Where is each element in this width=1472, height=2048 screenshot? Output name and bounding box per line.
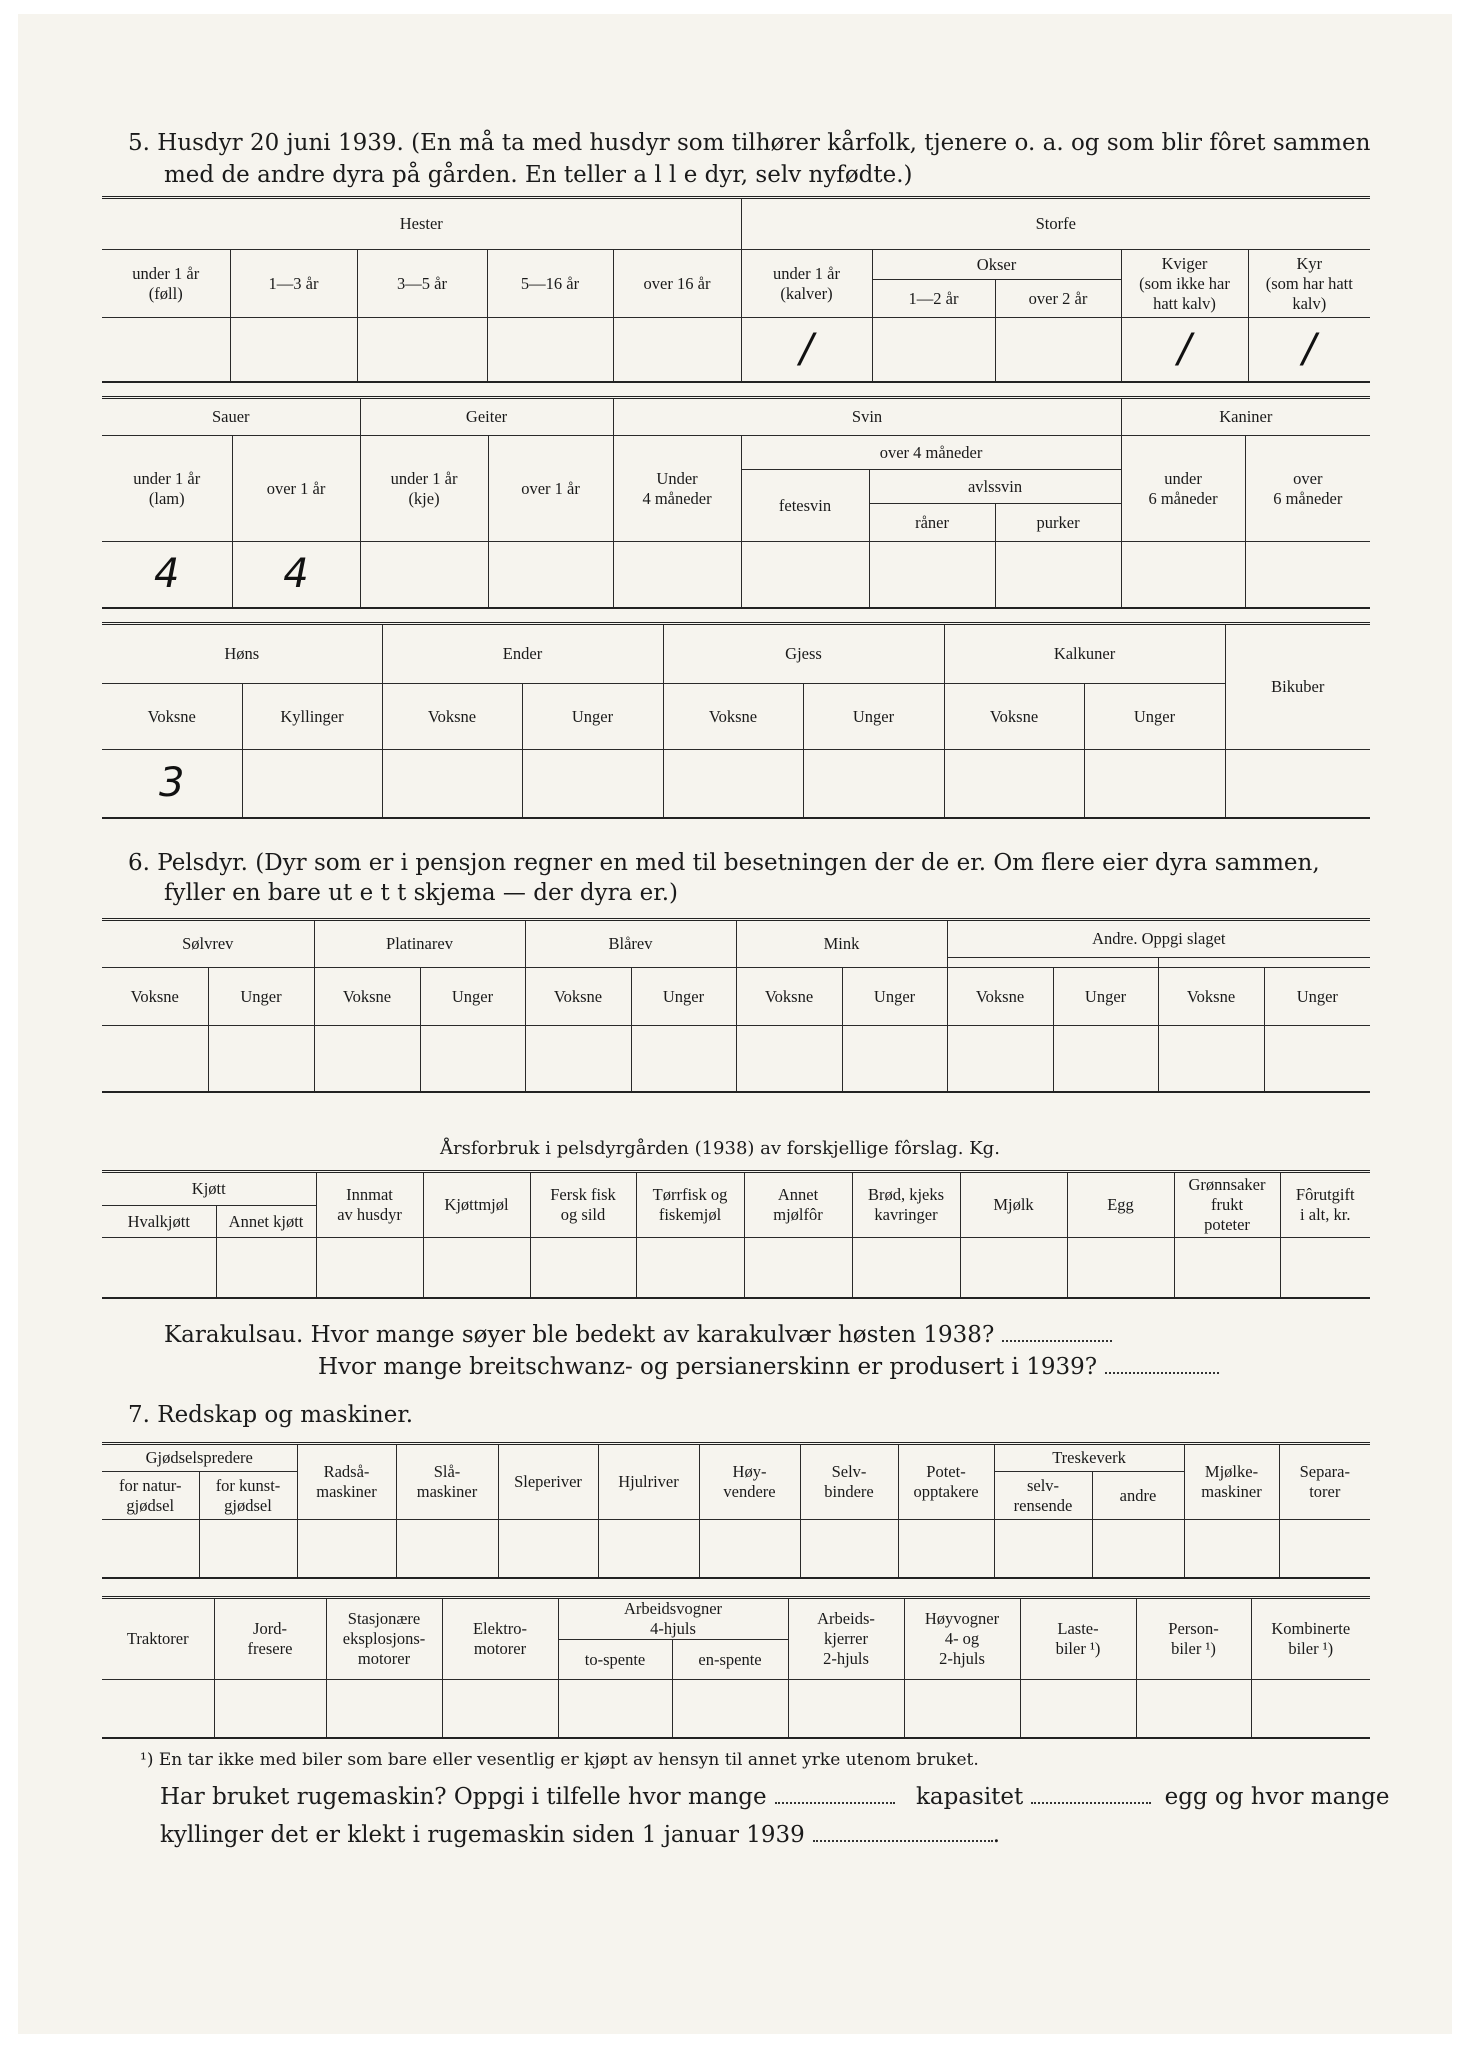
- cell-mink-voksne[interactable]: [736, 1026, 842, 1092]
- cell-brod[interactable]: [852, 1238, 960, 1298]
- cell-kanin-over-6[interactable]: [1245, 542, 1370, 608]
- cell-tresk-andre[interactable]: [1092, 1520, 1184, 1578]
- col-torrfisk: Tørrfisk og fiskemjøl: [636, 1172, 744, 1238]
- cell-kunstgjodsel[interactable]: [199, 1520, 297, 1578]
- cell-stasjonaere-motorer[interactable]: [326, 1680, 442, 1738]
- cell-personbiler[interactable]: [1136, 1680, 1251, 1738]
- header-svin: Svin: [613, 398, 1121, 436]
- col-traktorer: Traktorer: [102, 1598, 214, 1680]
- col-kjottmjol: Kjøttmjøl: [423, 1172, 530, 1238]
- equipment-table-2: [102, 1596, 1370, 1739]
- header-bikuber: Bikuber: [1225, 624, 1370, 750]
- cell-kalkuner-voksne[interactable]: [944, 750, 1084, 818]
- cell-hoyvendere[interactable]: [699, 1520, 800, 1578]
- cell-okser-over-2[interactable]: [995, 318, 1121, 382]
- col-gronnsaker: Grønnsaker frukt poteter: [1174, 1172, 1280, 1238]
- col-enspente: en-spente: [672, 1640, 788, 1680]
- cell-gronnsaker[interactable]: [1174, 1238, 1280, 1298]
- header-andre: Andre. Oppgi slaget: [947, 920, 1370, 958]
- col-andre2-unger: Unger: [1264, 968, 1370, 1026]
- cell-gjess-unger[interactable]: [803, 750, 944, 818]
- cell-kombinerte-biler[interactable]: [1251, 1680, 1370, 1738]
- rugemaskin-kapasitet-label: kapasitet: [915, 1784, 1024, 1810]
- cell-selvbindere[interactable]: [800, 1520, 898, 1578]
- cell-platinarev-unger[interactable]: [420, 1026, 525, 1092]
- footnote: ¹) En tar ikke med biler som bare eller vesentlig er kjøpt av hensyn til annet yrke utenom bruket.: [140, 1750, 979, 1770]
- cell-blarev-voksne[interactable]: [525, 1026, 631, 1092]
- cell-kalver[interactable]: /: [741, 318, 872, 382]
- karakul-answer-2[interactable]: [1105, 1370, 1219, 1374]
- col-gjess-unger: Unger: [803, 684, 944, 750]
- livestock-table-sheep-goats-pigs: [102, 396, 1370, 609]
- cell-jordfresere[interactable]: [214, 1680, 326, 1738]
- col-svin-under-4: Under 4 måneder: [613, 436, 741, 542]
- col-andre1-unger: Unger: [1053, 968, 1158, 1026]
- col-kje: under 1 år (kje): [360, 436, 488, 542]
- header-okser: Okser: [872, 250, 1121, 280]
- col-slamaskiner: Slå- maskiner: [396, 1444, 498, 1520]
- header-sauer: Sauer: [102, 398, 360, 436]
- header-hons: Høns: [102, 624, 382, 684]
- cell-andre2-unger[interactable]: [1264, 1026, 1370, 1092]
- cell-torrfisk[interactable]: [636, 1238, 744, 1298]
- col-lam: under 1 år (lam): [102, 436, 232, 542]
- col-solvrev-voksne: Voksne: [102, 968, 208, 1026]
- cell-elektromotorer[interactable]: [442, 1680, 558, 1738]
- cell-raner[interactable]: [869, 542, 995, 608]
- col-personbiler: Person- biler ¹): [1136, 1598, 1251, 1680]
- col-1-3: 1—3 år: [230, 250, 357, 318]
- header-over-4-maneder: over 4 måneder: [741, 436, 1121, 470]
- cell-innmat[interactable]: [316, 1238, 423, 1298]
- col-innmat: Innmat av husdyr: [316, 1172, 423, 1238]
- cell-fersk-fisk[interactable]: [530, 1238, 636, 1298]
- section-7-title: 7. Redskap og maskiner.: [128, 1402, 414, 1428]
- col-annet-kjott: Annet kjøtt: [216, 1206, 316, 1238]
- rugemaskin-count[interactable]: [775, 1800, 895, 1804]
- header-geiter: Geiter: [360, 398, 613, 436]
- col-solvrev-unger: Unger: [208, 968, 314, 1026]
- col-mink-unger: Unger: [842, 968, 947, 1026]
- col-hoyvendere: Høy- vendere: [699, 1444, 800, 1520]
- section-5-title-line1: 5. Husdyr 20 juni 1939. (En må ta med husdyr som tilhører kårfolk, tjenere o. a. og som blir fôret sammen: [128, 130, 1371, 156]
- col-kanin-under-6: under 6 måneder: [1121, 436, 1245, 542]
- col-okser-over-2: over 2 år: [995, 280, 1121, 318]
- col-kyr: Kyr (som har hatt kalv): [1248, 250, 1370, 318]
- cell-ender-unger[interactable]: [522, 750, 663, 818]
- cell-3-5[interactable]: [357, 318, 487, 382]
- col-kalkuner-unger: Unger: [1084, 684, 1225, 750]
- karakul-answer-1[interactable]: [1002, 1338, 1112, 1342]
- cell-traktorer[interactable]: [102, 1680, 214, 1738]
- cell-mjolkemaskiner[interactable]: [1184, 1520, 1279, 1578]
- col-gjess-voksne: Voksne: [663, 684, 803, 750]
- header-ender: Ender: [382, 624, 663, 684]
- col-sau-over-1: over 1 år: [232, 436, 360, 542]
- col-stasjonaere-motorer: Stasjonære eksplosjons- motorer: [326, 1598, 442, 1680]
- cell-kviger[interactable]: /: [1121, 318, 1248, 382]
- karakul-line2: [318, 1352, 1219, 1383]
- cell-sau-over-1[interactable]: 4: [232, 542, 360, 608]
- header-blarev: Blårev: [525, 920, 736, 968]
- cell-blarev-unger[interactable]: [631, 1026, 736, 1092]
- cell-solvrev-unger[interactable]: [208, 1026, 314, 1092]
- cell-gjess-voksne[interactable]: [663, 750, 803, 818]
- cell-1-3[interactable]: [230, 318, 357, 382]
- col-potetopptakere: Potet- opptakere: [898, 1444, 994, 1520]
- col-mink-voksne: Voksne: [736, 968, 842, 1026]
- cell-separatorer[interactable]: [1279, 1520, 1370, 1578]
- cell-over-16[interactable]: [613, 318, 741, 382]
- cell-hjulriver[interactable]: [598, 1520, 699, 1578]
- rugemaskin-kyllinger-question: kyllinger det er klekt i rugemaskin siden 1 januar 1939: [160, 1822, 805, 1848]
- section-6-title-line1: 6. Pelsdyr. (Dyr som er i pensjon regner en med til besetningen der de er. Om flere eier dyra sammen,: [128, 850, 1320, 876]
- cell-andre1-unger[interactable]: [1053, 1026, 1158, 1092]
- cell-andre-slag-1[interactable]: [947, 958, 1158, 968]
- col-hvalkjott: Hvalkjøtt: [102, 1206, 216, 1238]
- cell-mjolfor[interactable]: [744, 1238, 852, 1298]
- col-kombinerte-biler: Kombinerte biler ¹): [1251, 1598, 1370, 1680]
- equipment-table-1: [102, 1442, 1370, 1579]
- cell-radsamaskiner[interactable]: [297, 1520, 396, 1578]
- cell-bikuber[interactable]: [1225, 750, 1370, 818]
- karakul-question-1: Karakulsau. Hvor mange søyer ble bedekt av karakulvær høsten 1938?: [164, 1322, 995, 1348]
- col-ender-unger: Unger: [522, 684, 663, 750]
- header-treskeverk: Treskeverk: [994, 1444, 1184, 1472]
- col-blarev-unger: Unger: [631, 968, 736, 1026]
- col-kviger: Kviger (som ikke har hatt kalv): [1121, 250, 1248, 318]
- header-kjott: Kjøtt: [102, 1172, 316, 1206]
- cell-purker[interactable]: [995, 542, 1121, 608]
- col-kalkuner-voksne: Voksne: [944, 684, 1084, 750]
- cell-hons-voksne[interactable]: 3: [102, 750, 242, 818]
- cell-foll[interactable]: [102, 318, 230, 382]
- header-mink: Mink: [736, 920, 947, 968]
- header-kaniner: Kaniner: [1121, 398, 1370, 436]
- col-naturgjodsel: for natur- gjødsel: [102, 1472, 199, 1520]
- cell-selvrensende[interactable]: [994, 1520, 1092, 1578]
- col-andre2-voksne: Voksne: [1158, 968, 1264, 1026]
- header-arbeidsvogner: Arbeidsvogner 4-hjuls: [558, 1598, 788, 1640]
- col-brod: Brød, kjeks kavringer: [852, 1172, 960, 1238]
- cell-slamaskiner[interactable]: [396, 1520, 498, 1578]
- col-kalver: under 1 år (kalver): [741, 250, 872, 318]
- col-foll: under 1 år (føll): [102, 250, 230, 318]
- forbruk-title: Årsforbruk i pelsdyrgården (1938) av forskjellige fôrslag. Kg.: [440, 1138, 1000, 1159]
- section-5-title-line2: med de andre dyra på gården. En teller a l l e dyr, selv nyfødte.): [164, 162, 913, 188]
- cell-5-16[interactable]: [487, 318, 613, 382]
- cell-hvalkjott[interactable]: [102, 1238, 216, 1298]
- cell-kyllinger[interactable]: [242, 750, 382, 818]
- header-gjodselspredere: Gjødselspredere: [102, 1444, 297, 1472]
- header-platinarev: Platinarev: [314, 920, 525, 968]
- section-6-title-line2: fyller en bare ut e t t skjema — der dyra er.): [164, 880, 678, 906]
- header-avlssvin: avlssvin: [869, 470, 1121, 504]
- cell-arbeidskjerrer[interactable]: [788, 1680, 904, 1738]
- col-okser-1-2: 1—2 år: [872, 280, 995, 318]
- cell-tospente[interactable]: [558, 1680, 672, 1738]
- col-arbeidskjerrer: Arbeids- kjerrer 2-hjuls: [788, 1598, 904, 1680]
- col-selvbindere: Selv- bindere: [800, 1444, 898, 1520]
- cell-sleperiver[interactable]: [498, 1520, 598, 1578]
- cell-andre1-voksne[interactable]: [947, 1026, 1053, 1092]
- col-tresk-andre: andre: [1092, 1472, 1184, 1520]
- col-egg: Egg: [1067, 1172, 1174, 1238]
- cell-kanin-under-6[interactable]: [1121, 542, 1245, 608]
- cell-andre2-voksne[interactable]: [1158, 1026, 1264, 1092]
- cell-kje[interactable]: [360, 542, 488, 608]
- col-jordfresere: Jord- freserе: [214, 1598, 326, 1680]
- col-raner: råner: [869, 504, 995, 542]
- cell-fetesvin[interactable]: [741, 542, 869, 608]
- col-kunstgjodsel: for kunst- gjødsel: [199, 1472, 297, 1520]
- header-hester: Hester: [102, 198, 741, 250]
- cell-andre-slag-2[interactable]: [1158, 958, 1370, 968]
- col-mjolk: Mjølk: [960, 1172, 1067, 1238]
- col-purker: purker: [995, 504, 1121, 542]
- col-3-5: 3—5 år: [357, 250, 487, 318]
- col-sleperiver: Sleperiver: [498, 1444, 598, 1520]
- col-hoyvogner: Høyvogner 4- og 2-hjuls: [904, 1598, 1020, 1680]
- col-5-16: 5—16 år: [487, 250, 613, 318]
- cell-okser-1-2[interactable]: [872, 318, 995, 382]
- header-storfe: Storfe: [741, 198, 1370, 250]
- cell-naturgjodsel[interactable]: [102, 1520, 199, 1578]
- col-lastebiler: Laste- biler ¹): [1020, 1598, 1136, 1680]
- rugemaskin-line2: kyllinger det er klekt i rugemaskin siden 1 januar 1939 .: [160, 1822, 1001, 1848]
- cell-ender-voksne[interactable]: [382, 750, 522, 818]
- cell-potetopptakere[interactable]: [898, 1520, 994, 1578]
- col-kanin-over-6: over 6 måneder: [1245, 436, 1370, 542]
- col-mjolkemaskiner: Mjølke- maskiner: [1184, 1444, 1279, 1520]
- header-solvrev: Sølvrev: [102, 920, 314, 968]
- col-forutgift: Fôrutgift i alt, kr.: [1280, 1172, 1370, 1238]
- col-hjulriver: Hjulriver: [598, 1444, 699, 1520]
- col-hons-voksne: Voksne: [102, 684, 242, 750]
- cell-kjottmjol[interactable]: [423, 1238, 530, 1298]
- cell-mjolk[interactable]: [960, 1238, 1067, 1298]
- col-geit-over-1: over 1 år: [488, 436, 613, 542]
- cell-platinarev-voksne[interactable]: [314, 1026, 420, 1092]
- col-platinarev-unger: Unger: [420, 968, 525, 1026]
- karakul-question-2: Hvor mange breitschwanz- og persianerskinn er produsert i 1939?: [318, 1354, 1098, 1380]
- col-separatorer: Separa- torer: [1279, 1444, 1370, 1520]
- col-elektromotorer: Elektro- motorer: [442, 1598, 558, 1680]
- cell-mink-unger[interactable]: [842, 1026, 947, 1092]
- feed-consumption-table: [102, 1170, 1370, 1299]
- col-over-16: over 16 år: [613, 250, 741, 318]
- col-andre1-voksne: Voksne: [947, 968, 1053, 1026]
- cell-geit-over-1[interactable]: [488, 542, 613, 608]
- livestock-table-horses-cattle: [102, 196, 1370, 383]
- cell-annet-kjott[interactable]: [216, 1238, 316, 1298]
- col-mjolfor: Annet mjølfôr: [744, 1172, 852, 1238]
- header-gjess: Gjess: [663, 624, 944, 684]
- col-selvrensende: selv- rensende: [994, 1472, 1092, 1520]
- col-fersk-fisk: Fersk fisk og sild: [530, 1172, 636, 1238]
- karakul-line1: [164, 1320, 1112, 1351]
- cell-forutgift[interactable]: [1280, 1238, 1370, 1298]
- col-kyllinger: Kyllinger: [242, 684, 382, 750]
- cell-enspente[interactable]: [672, 1680, 788, 1738]
- rugemaskin-question: Har bruket rugemaskin? Oppgi i tilfelle hvor mange: [160, 1784, 767, 1810]
- rugemaskin-kyllinger[interactable]: [813, 1838, 993, 1842]
- cell-solvrev-voksne[interactable]: [102, 1026, 208, 1092]
- cell-lastebiler[interactable]: [1020, 1680, 1136, 1738]
- cell-kalkuner-unger[interactable]: [1084, 750, 1225, 818]
- col-blarev-voksne: Voksne: [525, 968, 631, 1026]
- cell-hoyvogner[interactable]: [904, 1680, 1020, 1738]
- cell-egg[interactable]: [1067, 1238, 1174, 1298]
- rugemaskin-egg-label: egg og hvor mange: [1164, 1784, 1390, 1810]
- header-kalkuner: Kalkuner: [944, 624, 1225, 684]
- poultry-table: [102, 622, 1370, 819]
- cell-lam[interactable]: 4: [102, 542, 232, 608]
- col-fetesvin: fetesvin: [741, 470, 869, 542]
- col-tospente: to-spente: [558, 1640, 672, 1680]
- fur-animals-table: [102, 918, 1370, 1093]
- cell-svin-under-4[interactable]: [613, 542, 741, 608]
- cell-kyr[interactable]: /: [1248, 318, 1370, 382]
- rugemaskin-line1: [160, 1782, 1389, 1813]
- col-radsamaskiner: Radså- maskiner: [297, 1444, 396, 1520]
- col-ender-voksne: Voksne: [382, 684, 522, 750]
- rugemaskin-kapasitet[interactable]: [1031, 1800, 1151, 1804]
- col-platinarev-voksne: Voksne: [314, 968, 420, 1026]
